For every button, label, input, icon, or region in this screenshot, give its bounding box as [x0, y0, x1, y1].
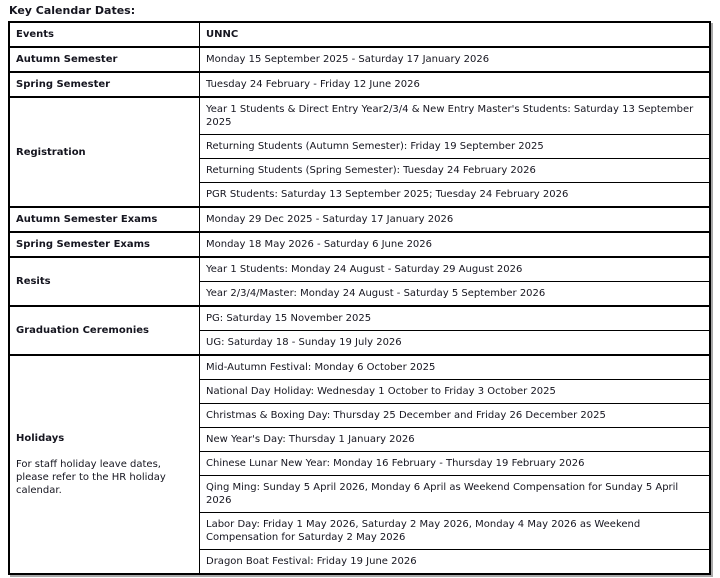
column-header-events: Events [9, 22, 200, 47]
event-label: Holidays [16, 433, 65, 444]
date-cell: Qing Ming: Sunday 5 April 2026, Monday 6 April as Weekend Compensation for Sunday 5 April 2026 [200, 476, 711, 513]
table-row [9, 72, 710, 97]
table-row [9, 232, 710, 257]
date-cell: National Day Holiday: Wednesday 1 October to Friday 3 October 2025 [200, 380, 711, 404]
table-row [9, 306, 710, 331]
date-cell: Monday 29 Dec 2025 - Saturday 17 January 2026 [200, 207, 711, 232]
event-label: Graduation Ceremonies [16, 325, 149, 336]
table-row [9, 47, 710, 72]
event-cell-autumn-semester-exams [9, 207, 200, 232]
table-row [9, 97, 710, 135]
date-cell: Chinese Lunar New Year: Monday 16 February - Thursday 19 February 2026 [200, 452, 711, 476]
date-cell: Monday 15 September 2025 - Saturday 17 January 2026 [200, 47, 711, 72]
date-cell: Returning Students (Spring Semester): Tuesday 24 February 2026 [200, 159, 711, 183]
table-header-row [9, 22, 710, 47]
event-cell-autumn-semester [9, 47, 200, 72]
event-label: Autumn Semester [16, 54, 118, 65]
date-cell: Tuesday 24 February - Friday 12 June 2026 [200, 72, 711, 97]
event-label: Registration [16, 146, 86, 158]
date-cell: Labor Day: Friday 1 May 2026, Saturday 2 May 2026, Monday 4 May 2026 as Weekend Compensation for Saturday 2 May 2026 [200, 513, 711, 550]
date-cell: Dragon Boat Festival: Friday 19 June 2026 [200, 550, 711, 575]
date-cell: Monday 18 May 2026 - Saturday 6 June 2026 [200, 232, 711, 257]
date-cell: UG: Saturday 18 - Sunday 19 July 2026 [200, 331, 711, 356]
event-cell-resits [9, 257, 200, 306]
event-label: Resits [16, 276, 51, 287]
date-cell: Year 2/3/4/Master: Monday 24 August - Saturday 5 September 2026 [200, 282, 711, 307]
table-row [9, 355, 710, 380]
key-calendar-dates-table [8, 21, 711, 575]
date-cell: PG: Saturday 15 November 2025 [200, 306, 711, 331]
date-cell: Year 1 Students & Direct Entry Year2/3/4 & New Entry Master's Students: Saturday 13 September 2025 [200, 97, 711, 135]
date-cell: New Year's Day: Thursday 1 January 2026 [200, 428, 711, 452]
page-title: Key Calendar Dates: [9, 4, 136, 17]
date-cell: Mid-Autumn Festival: Monday 6 October 2025 [200, 355, 711, 380]
date-cell: Returning Students (Autumn Semester): Friday 19 September 2025 [200, 135, 711, 159]
event-note: For staff holiday leave dates, please refer to the HR holiday calendar. [16, 459, 166, 496]
event-label: Spring Semester Exams [16, 239, 150, 250]
event-cell-registration [9, 97, 200, 207]
event-label: Autumn Semester Exams [16, 214, 158, 225]
date-cell: Year 1 Students: Monday 24 August - Saturday 29 August 2026 [200, 257, 711, 282]
event-cell-spring-semester [9, 72, 200, 97]
calendar-table-body [9, 47, 710, 574]
column-header-unnc: UNNC [200, 22, 711, 47]
date-cell: PGR Students: Saturday 13 September 2025; Tuesday 24 February 2026 [200, 183, 711, 208]
event-cell-graduation-ceremonies [9, 306, 200, 355]
event-cell-spring-semester-exams [9, 232, 200, 257]
table-row [9, 257, 710, 282]
table-row [9, 207, 710, 232]
date-cell: Christmas & Boxing Day: Thursday 25 December and Friday 26 December 2025 [200, 404, 711, 428]
event-label: Spring Semester [16, 79, 111, 90]
event-cell-holidays [9, 355, 200, 574]
